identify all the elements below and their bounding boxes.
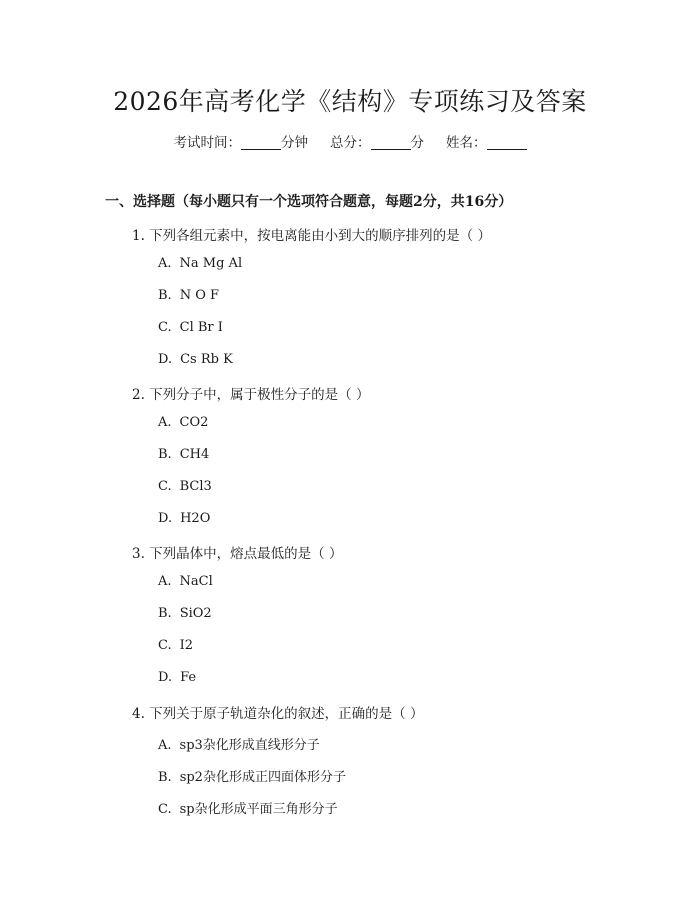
name-blank [487, 135, 527, 150]
question-stem: 2. 下列分子中，属于极性分子的是（ ） [132, 387, 370, 403]
name-field [446, 131, 527, 151]
answer-option: D. H2O [158, 511, 211, 526]
exam-meta [0, 131, 700, 151]
page-title: 2026年高考化学《结构》专项练习及答案 [113, 87, 587, 116]
total-score-field [330, 131, 424, 151]
name-label: 姓名： [446, 135, 487, 151]
answer-option: D. Fe [158, 670, 197, 685]
answer-option: B. SiO2 [158, 606, 212, 621]
answer-option: C. I2 [158, 638, 194, 653]
answer-option: C. Cl Br I [158, 320, 223, 335]
answer-option: B. CH4 [158, 447, 210, 462]
answer-option: A. NaCl [158, 574, 213, 589]
answer-option: B. sp2杂化形成正四面体形分子 [158, 770, 346, 785]
total-score-label: 总分： [330, 135, 371, 151]
exam-time-field [174, 131, 309, 151]
answer-option: C. BCl3 [158, 479, 212, 494]
answer-option: A. sp3杂化形成直线形分子 [158, 738, 320, 753]
question-stem: 4. 下列关于原子轨道杂化的叙述，正确的是（ ） [132, 706, 424, 722]
section-heading: 一、选择题（每小题只有一个选项符合题意，每题2分，共16分） [105, 194, 513, 210]
exam-time-label: 考试时间： [173, 135, 241, 151]
total-score-unit: 分 [410, 135, 424, 151]
answer-option: A. Na Mg Al [158, 256, 243, 271]
question-stem: 3. 下列晶体中，熔点最低的是（ ） [132, 546, 343, 562]
answer-option: D. Cs Rb K [158, 352, 233, 367]
answer-option: C. sp杂化形成平面三角形分子 [158, 802, 338, 817]
answer-option: A. CO2 [158, 415, 209, 430]
question-stem: 1. 下列各组元素中，按电离能由小到大的顺序排列的是（ ） [132, 228, 491, 244]
exam-time-blank [241, 135, 281, 150]
exam-time-unit: 分钟 [281, 135, 308, 151]
total-score-blank [371, 135, 411, 150]
answer-option: B. N O F [158, 288, 220, 303]
